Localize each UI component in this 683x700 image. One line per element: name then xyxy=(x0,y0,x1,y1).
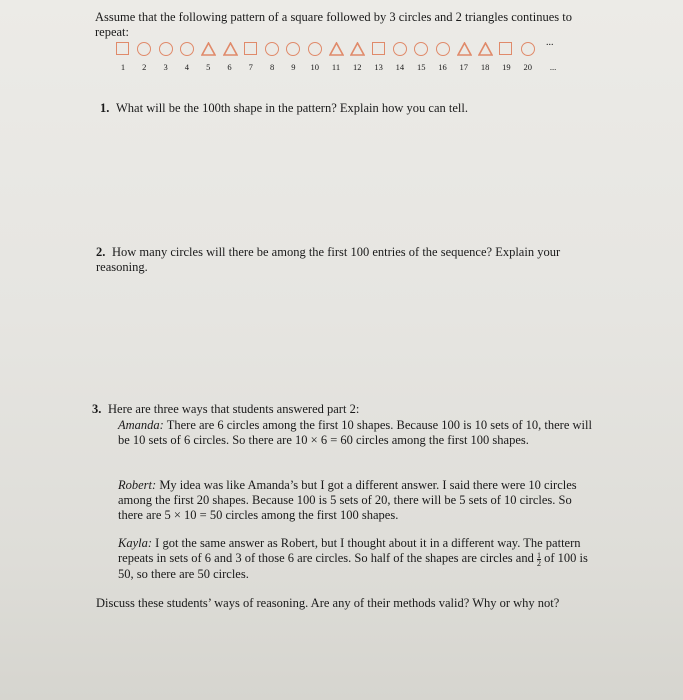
shape-number: 4 xyxy=(184,62,190,72)
shape-number: 9 xyxy=(291,62,296,72)
pattern-ellipsis: ... xyxy=(546,37,554,48)
robert-text: My idea was like Amanda’s but I got a different answer. I said there were 10 circles among the first 20 shapes. Because 100 is 5 sets of 20, there will be 5 sets of 10 circles. So there are 5 × 10 = 50 circles among the first 100 shapes. xyxy=(118,478,577,522)
amanda-response xyxy=(118,418,598,448)
shape-number: 8 xyxy=(269,62,275,72)
one-half-fraction xyxy=(537,552,541,567)
circle-shape xyxy=(308,42,322,56)
shape-number: 17 xyxy=(459,62,469,72)
shape-number: 10 xyxy=(310,62,319,72)
square-shape xyxy=(372,42,385,55)
shape-number: 6 xyxy=(227,62,232,72)
robert-name: Robert: xyxy=(118,478,157,492)
fraction-numerator: 1 xyxy=(536,550,541,560)
intro-text: Assume that the following pattern of a square followed by 3 circles and 2 triangles continues to repeat: xyxy=(95,10,572,39)
question-2-text: How many circles will there be among the first 100 entries of the sequence? Explain your reasoning. xyxy=(96,245,561,274)
question-3-text: Here are three ways that students answered part 2: xyxy=(108,402,360,416)
shape-number: 19 xyxy=(502,62,511,72)
kayla-name: Kayla: xyxy=(118,536,153,550)
question-1 xyxy=(100,101,600,116)
shape-number: 5 xyxy=(206,62,211,72)
number-ellipsis: ... xyxy=(549,62,557,72)
shape-number: 15 xyxy=(416,62,426,72)
circle-shape xyxy=(393,42,407,56)
kayla-text-after: of 100 is 50, so there are 50 circles. xyxy=(118,551,588,581)
amanda-text: There are 6 circles among the first 10 shapes. Because 100 is 10 sets of 10, there will be 10 sets of 6 circles. So there are 10 × 6 = 60 circles among the first 100 shapes. xyxy=(118,418,592,447)
shape-number: 2 xyxy=(142,62,147,72)
shape-number: 18 xyxy=(480,62,490,72)
shape-number: 13 xyxy=(374,62,383,72)
shape-number: 11 xyxy=(331,62,341,72)
square-shape xyxy=(116,42,129,55)
shape-number: 7 xyxy=(248,62,253,72)
shape-number: 3 xyxy=(163,62,168,72)
question-1-text: What will be the 100th shape in the pattern? Explain how you can tell. xyxy=(116,101,468,115)
circle-shape xyxy=(286,42,300,56)
shape-number: 14 xyxy=(395,62,405,72)
kayla-response xyxy=(118,536,598,582)
circle-shape xyxy=(521,42,535,56)
question-2 xyxy=(96,245,596,275)
square-shape xyxy=(244,42,257,55)
circle-shape xyxy=(137,42,151,56)
circle-shape xyxy=(180,42,194,56)
fraction-denominator: 2 xyxy=(536,558,541,568)
circle-shape xyxy=(414,42,428,56)
robert-response xyxy=(118,478,598,523)
shape-pattern xyxy=(116,37,576,60)
shape-number: 20 xyxy=(523,62,532,72)
shape-number: 1 xyxy=(120,62,126,72)
question-2-number: 2. xyxy=(96,245,106,259)
kayla-text-before: I got the same answer as Robert, but I thought about it in a different way. The pattern repeats in sets of 6 and 3 of those 6 are circles. So half of the shapes are circles and xyxy=(118,536,581,565)
circle-shape xyxy=(265,42,279,56)
question-1-number: 1. xyxy=(100,101,110,115)
amanda-name: Amanda: xyxy=(118,418,164,432)
question-3-number: 3. xyxy=(92,402,102,416)
shape-number: 12 xyxy=(353,62,362,72)
discuss-prompt: Discuss these students’ ways of reasoning. Are any of their methods valid? Why or why not? xyxy=(96,596,560,610)
circle-shape xyxy=(436,42,450,56)
circle-shape xyxy=(159,42,173,56)
shape-numbers xyxy=(116,62,576,74)
question-3 xyxy=(92,402,612,417)
square-shape xyxy=(499,42,512,55)
shape-number: 16 xyxy=(438,62,447,72)
